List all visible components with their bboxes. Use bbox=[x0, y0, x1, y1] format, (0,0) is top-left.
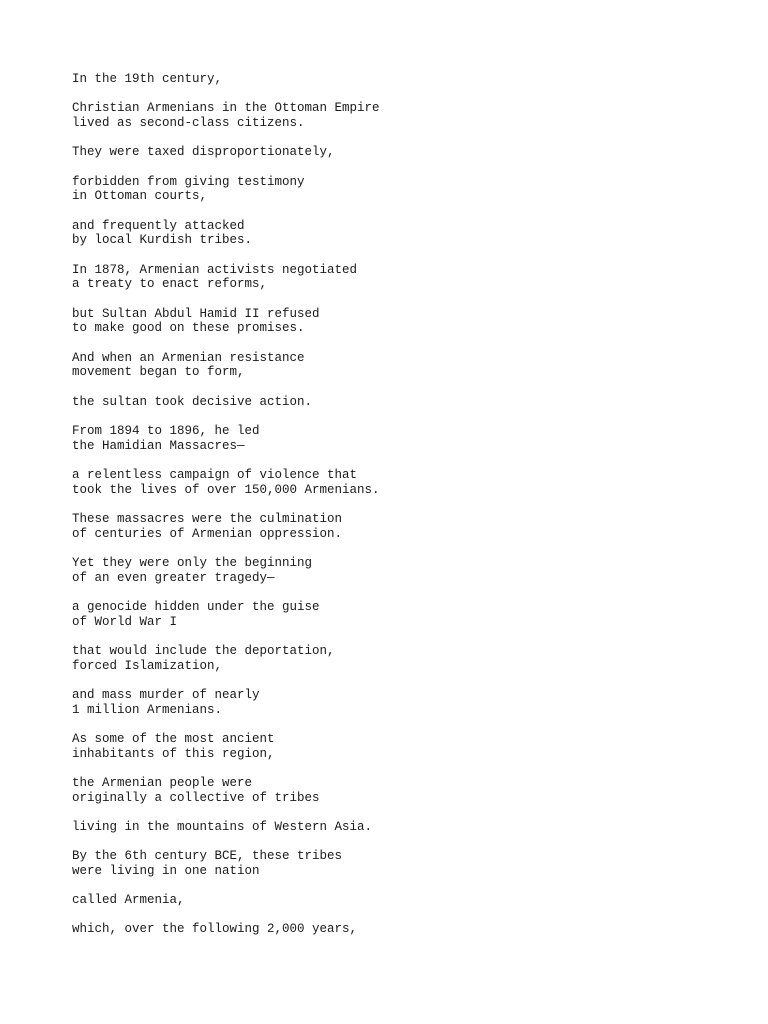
stanza bbox=[72, 600, 732, 629]
text-line: inhabitants of this region, bbox=[72, 746, 275, 761]
stanza bbox=[72, 644, 732, 673]
stanza bbox=[72, 776, 732, 805]
text-line: a treaty to enact reforms, bbox=[72, 277, 268, 292]
stanza bbox=[72, 732, 732, 761]
stanza bbox=[72, 424, 732, 453]
text-line: lived as second-class citizens. bbox=[72, 116, 305, 130]
stanza bbox=[72, 688, 732, 717]
text-line: forbidden from giving testimony bbox=[72, 174, 305, 189]
text-line: and mass murder of nearly bbox=[72, 687, 260, 702]
text-line: Yet they were only the beginning bbox=[72, 555, 313, 570]
text-line: the Hamidian Massacres— bbox=[72, 438, 245, 453]
text-line: a genocide hidden under the guise bbox=[72, 599, 320, 614]
text-line: and frequently attacked bbox=[72, 218, 245, 233]
text-line: 1 million Armenians. bbox=[72, 702, 223, 717]
stanza bbox=[72, 307, 732, 336]
stanza bbox=[72, 263, 732, 292]
text-line: that would include the deportation, bbox=[72, 643, 335, 658]
text-line: the Armenian people were bbox=[72, 775, 253, 790]
text-line: From 1894 to 1896, he led bbox=[72, 423, 260, 438]
text-line: the sultan took decisive action. bbox=[72, 394, 313, 409]
stanza bbox=[72, 101, 732, 130]
text-line: but Sultan Abdul Hamid II refused bbox=[72, 306, 320, 321]
text-line: were living in one nation bbox=[72, 863, 260, 878]
text-line: movement began to form, bbox=[72, 365, 245, 380]
stanza bbox=[72, 512, 732, 541]
stanza bbox=[72, 175, 732, 204]
text-line: And when an Armenian resistance bbox=[72, 350, 305, 365]
text-line: In 1878, Armenian activists negotiated bbox=[72, 262, 358, 277]
text-line: a relentless campaign of violence that bbox=[72, 467, 358, 482]
text-line: In the 19th century, bbox=[72, 72, 223, 86]
stanza bbox=[72, 351, 732, 380]
stanza bbox=[72, 820, 732, 835]
text-line: As some of the most ancient bbox=[72, 731, 275, 746]
text-line: Christian Armenians in the Ottoman Empire bbox=[72, 101, 380, 116]
document-page bbox=[72, 72, 732, 952]
stanza bbox=[72, 72, 732, 87]
text-line: originally a collective of tribes bbox=[72, 790, 320, 805]
text-line: of an even greater tragedy— bbox=[72, 570, 275, 585]
text-line: by local Kurdish tribes. bbox=[72, 233, 253, 248]
text-line: forced Islamization, bbox=[72, 658, 223, 673]
text-line: which, over the following 2,000 years, bbox=[72, 922, 358, 937]
stanza bbox=[72, 893, 732, 908]
text-line: They were taxed disproportionately, bbox=[72, 145, 335, 160]
text-line: living in the mountains of Western Asia. bbox=[72, 819, 373, 834]
stanza bbox=[72, 395, 732, 410]
text-line: to make good on these promises. bbox=[72, 321, 305, 336]
stanza bbox=[72, 922, 732, 937]
stanza bbox=[72, 219, 732, 248]
text-line: took the lives of over 150,000 Armenians. bbox=[72, 482, 380, 497]
text-line: of centuries of Armenian oppression. bbox=[72, 526, 343, 541]
text-line: called Armenia, bbox=[72, 893, 185, 908]
stanza bbox=[72, 145, 732, 160]
text-line: These massacres were the culmination bbox=[72, 511, 343, 526]
text-line: By the 6th century BCE, these tribes bbox=[72, 849, 343, 864]
stanza bbox=[72, 849, 732, 878]
text-line: of World War I bbox=[72, 614, 178, 629]
stanza bbox=[72, 468, 732, 497]
stanza bbox=[72, 556, 732, 585]
text-line: in Ottoman courts, bbox=[72, 189, 208, 204]
